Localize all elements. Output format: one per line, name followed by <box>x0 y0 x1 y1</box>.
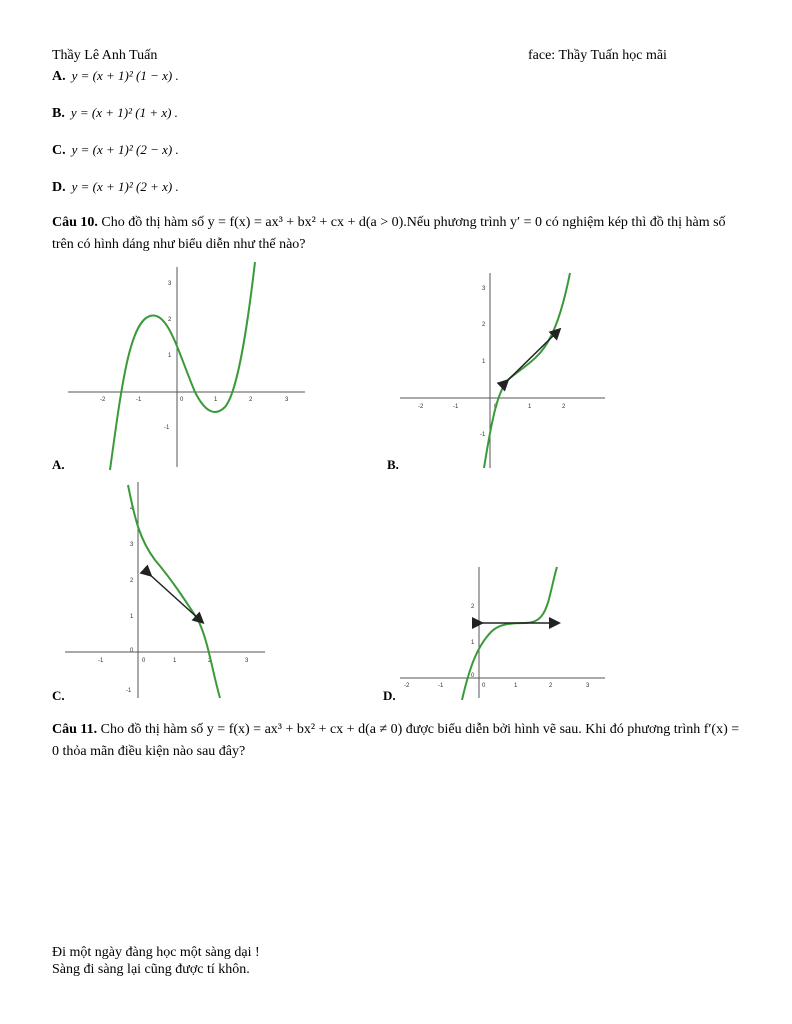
graph-d-xtick: 1 <box>514 683 518 689</box>
graph-b-ytick: 1 <box>482 359 486 365</box>
graph-c-xtick: 0 <box>142 658 146 664</box>
graph-c-xtick: -1 <box>98 658 104 664</box>
graph-b-xtick: 1 <box>528 404 532 410</box>
graph-c-ytick: 2 <box>130 578 134 584</box>
graph-a-ytick: 3 <box>168 281 172 287</box>
option-c: C. y = (x + 1)² (2 − x) . <box>52 142 179 158</box>
graph-b-ytick: 2 <box>482 322 486 328</box>
graph-c-xtick: 2 <box>208 658 212 664</box>
graph-b-xtick: 2 <box>562 404 566 410</box>
header-author: Thầy Lê Anh Tuấn <box>52 48 158 63</box>
graph-c-xtick: 3 <box>245 658 249 664</box>
question-10: Câu 10. Cho đồ thị hàm số y = f(x) = ax³ + bx² + cx + d(a > 0).Nếu phương trình y′ = 0 có nghiệm kép thì đồ thị hàm số trên có hình dáng như biểu diễn như thế nào? <box>52 215 726 252</box>
graph-b-label: B. <box>387 457 399 472</box>
graph-c-xtick: 1 <box>173 658 177 664</box>
graph-c-label: C. <box>52 688 65 703</box>
graph-d-xtick: 3 <box>586 683 590 689</box>
graph-d-xtick: 2 <box>549 683 553 689</box>
graph-c-ytick: 3 <box>130 542 134 548</box>
graph-a-xtick: -2 <box>100 397 106 403</box>
footer-line-2: Sàng đi sàng lại cũng được tí khôn. <box>52 962 250 977</box>
graph-d-xtick: -2 <box>404 683 410 689</box>
graph-a-ytick: 1 <box>168 353 172 359</box>
graph-c-ytick: 1 <box>130 614 134 620</box>
graph-a <box>60 262 310 472</box>
footer-line-1: Đi một ngày đàng học một sàng dại ! <box>52 945 260 960</box>
graph-d-label: D. <box>383 688 396 703</box>
graph-c-ytick: -1 <box>126 688 132 694</box>
graph-a-xtick: 1 <box>214 397 218 403</box>
graph-d-xtick: -1 <box>438 683 444 689</box>
option-a: A. y = (x + 1)² (1 − x) . <box>52 68 179 84</box>
graph-a-ytick: 2 <box>168 317 172 323</box>
graph-b-ytick: 3 <box>482 286 486 292</box>
graph-a-xtick: 2 <box>249 397 253 403</box>
option-d: D. y = (x + 1)² (2 + x) . <box>52 179 179 195</box>
graph-a-xtick: -1 <box>136 397 142 403</box>
graph-a-xtick: 3 <box>285 397 289 403</box>
graph-a-xtick: 0 <box>180 397 184 403</box>
graph-c <box>60 480 270 700</box>
graph-c-ytick: 0 <box>130 648 134 654</box>
graph-d-ytick: 1 <box>471 640 475 646</box>
graph-b-xtick: 0 <box>494 404 498 410</box>
graph-b-ytick: -1 <box>480 432 486 438</box>
question-11: Câu 11. Cho đồ thị hàm số y = f(x) = ax³ + bx² + cx + d(a ≠ 0) được biểu diễn bởi hình vẽ sau. Khi đó phương trình f′(x) = 0 thỏa mãn điều kiện nào sau đây? <box>52 722 740 759</box>
graph-d-ytick: 0 <box>471 673 475 679</box>
graph-d-xtick: 0 <box>482 683 486 689</box>
graph-b-xtick: -2 <box>418 404 424 410</box>
option-b: B. y = (x + 1)² (1 + x) . <box>52 105 178 121</box>
graph-a-label: A. <box>52 457 65 472</box>
graph-d <box>400 565 610 700</box>
header-social: face: Thầy Tuấn học mãi <box>528 48 667 63</box>
graph-d-ytick: 2 <box>471 604 475 610</box>
graph-b <box>400 268 610 473</box>
graph-b-xtick: -1 <box>453 404 459 410</box>
graph-c-ytick: 4 <box>130 506 134 512</box>
graph-a-ytick: -1 <box>164 425 170 431</box>
